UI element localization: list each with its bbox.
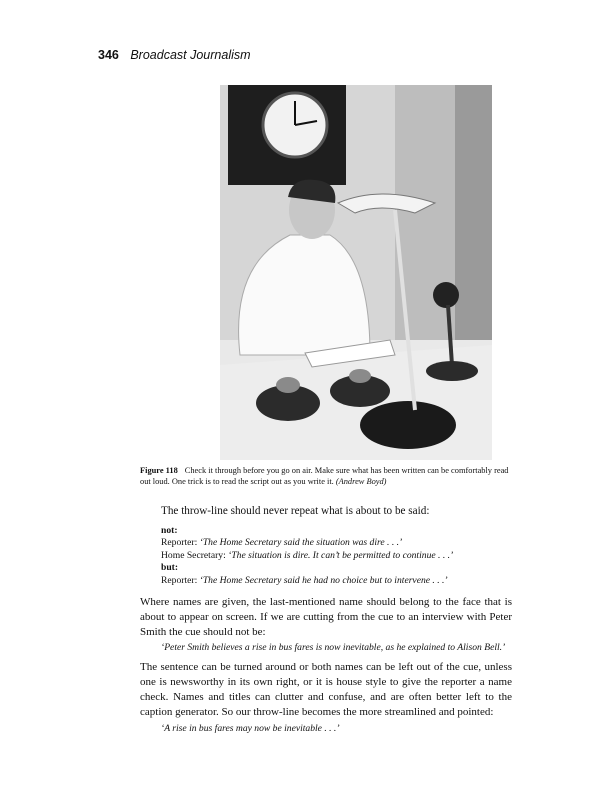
example-quote-final: ‘A rise in bus fares may now be inevitable . . .’ — [161, 723, 340, 734]
example-script — [161, 525, 511, 587]
running-header — [98, 48, 251, 62]
book-title: Broadcast Journalism — [130, 48, 251, 62]
intro-paragraph: The throw-line should never repeat what is about to be said: — [161, 505, 430, 517]
caption-text: Check it through before you go on air. Make sure what has been written can be comfortably read out loud. One trick is to read the script out as you write it. — [140, 466, 509, 486]
studio-photo-illustration — [220, 85, 492, 460]
figure-caption — [140, 465, 512, 487]
not-label: not: — [161, 525, 178, 536]
page-number: 346 — [98, 48, 119, 62]
caption-credit: (Andrew Boyd) — [335, 477, 387, 486]
script-line: Home Secretary: ‘The situation is dire. It can’t be permitted to continue . . .’ — [161, 549, 454, 561]
script-line: Reporter: ‘The Home Secretary said he had no choice but to intervene . . .’ — [161, 574, 448, 586]
streamline-paragraph: The sentence can be turned around or both names can be left out of the cue, unless one is newsworthy in its own right, or it is house style to give the reporter a name check. Names and titles can clutter and confuse, and are often better left to the caption generator. So our throw-line becomes the more streamlined and pointed: — [140, 661, 512, 718]
figure-photo — [220, 85, 492, 460]
names-paragraph: Where names are given, the last-mentioned name should belong to the face that is about to appear on screen. If we are cutting from the cue to an interview with Peter Smith the cue should not be: — [140, 596, 512, 638]
but-label: but: — [161, 562, 179, 574]
figure-label: Figure 118 — [140, 466, 178, 475]
script-line: Reporter: ‘The Home Secretary said the situation was dire . . .’ — [161, 537, 403, 549]
example-quote: ‘Peter Smith believes a rise in bus fares is now inevitable, as he explained to Alison Bell.’ — [161, 642, 506, 653]
